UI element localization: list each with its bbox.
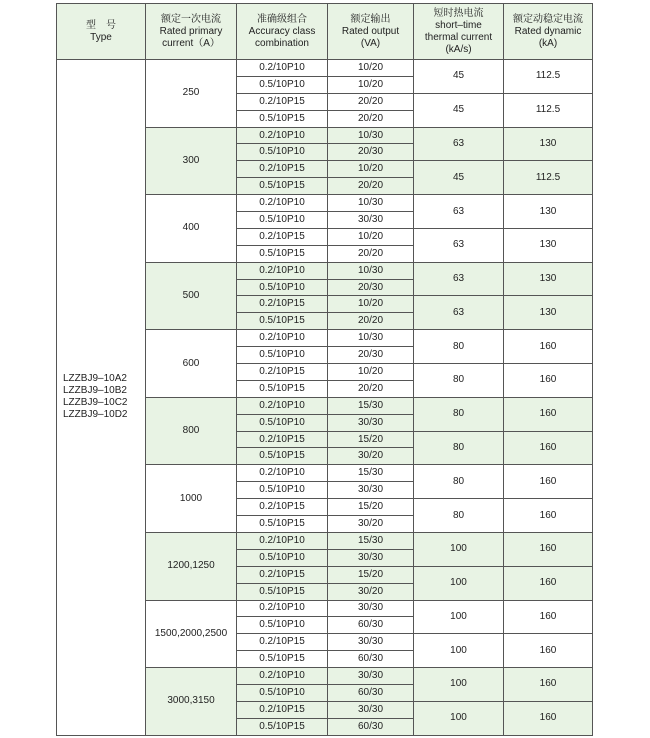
dynamic-current-cell: 130 xyxy=(504,296,593,330)
thermal-current-cell: 80 xyxy=(414,364,504,398)
header-accuracy xyxy=(237,4,328,60)
header-output-en1: Rated output xyxy=(341,25,400,37)
output-cell: 20/20 xyxy=(328,245,414,262)
accuracy-cell: 0.2/10P10 xyxy=(237,330,328,347)
output-cell: 10/20 xyxy=(328,76,414,93)
accuracy-cell: 0.5/10P15 xyxy=(237,448,328,465)
output-cell: 10/30 xyxy=(328,195,414,212)
dynamic-current-cell: 160 xyxy=(504,431,593,465)
accuracy-cell: 0.2/10P15 xyxy=(237,296,328,313)
output-cell: 20/20 xyxy=(328,178,414,195)
output-cell: 10/30 xyxy=(328,330,414,347)
accuracy-cell: 0.2/10P10 xyxy=(237,668,328,685)
output-cell: 20/20 xyxy=(328,380,414,397)
accuracy-cell: 0.5/10P15 xyxy=(237,583,328,600)
header-thermal xyxy=(414,4,504,60)
header-output-cn: 额定输出 xyxy=(350,13,391,25)
accuracy-cell: 0.5/10P15 xyxy=(237,380,328,397)
rated-current-cell: 600 xyxy=(146,330,237,398)
accuracy-cell: 0.5/10P15 xyxy=(237,245,328,262)
accuracy-cell: 0.5/10P10 xyxy=(237,347,328,364)
accuracy-cell: 0.5/10P10 xyxy=(237,76,328,93)
dynamic-current-cell: 130 xyxy=(504,228,593,262)
dynamic-current-cell: 130 xyxy=(504,127,593,161)
output-cell: 10/30 xyxy=(328,262,414,279)
header-dynamic-cn: 额定动稳定电流 xyxy=(513,13,583,25)
accuracy-cell: 0.5/10P15 xyxy=(237,718,328,735)
output-cell: 60/30 xyxy=(328,684,414,701)
header-dynamic-en1: Rated dynamic xyxy=(514,25,582,37)
header-thermal-en2: thermal current xyxy=(424,31,493,43)
thermal-current-cell: 100 xyxy=(414,600,504,634)
output-cell: 20/20 xyxy=(328,93,414,110)
dynamic-current-cell: 160 xyxy=(504,701,593,735)
output-cell: 15/20 xyxy=(328,431,414,448)
header-type-cn: 型 号 xyxy=(86,19,116,31)
accuracy-cell: 0.2/10P10 xyxy=(237,195,328,212)
type-line: LZZBJ9–10B2 xyxy=(63,385,127,397)
accuracy-cell: 0.2/10P15 xyxy=(237,228,328,245)
thermal-current-cell: 63 xyxy=(414,127,504,161)
accuracy-cell: 0.5/10P10 xyxy=(237,212,328,229)
accuracy-cell: 0.5/10P10 xyxy=(237,414,328,431)
type-line: LZZBJ9–10A2 xyxy=(63,373,127,385)
output-cell: 30/30 xyxy=(328,600,414,617)
rated-current-cell: 400 xyxy=(146,195,237,263)
header-current-cn: 额定一次电流 xyxy=(161,13,221,25)
thermal-current-cell: 100 xyxy=(414,566,504,600)
header-row xyxy=(57,4,593,60)
accuracy-cell: 0.2/10P15 xyxy=(237,634,328,651)
output-cell: 10/30 xyxy=(328,127,414,144)
header-current-en2: current（A） xyxy=(162,37,220,49)
header-dynamic xyxy=(504,4,593,60)
output-cell: 20/20 xyxy=(328,313,414,330)
output-cell: 20/30 xyxy=(328,144,414,161)
accuracy-cell: 0.2/10P15 xyxy=(237,431,328,448)
dynamic-current-cell: 112.5 xyxy=(504,161,593,195)
output-cell: 60/30 xyxy=(328,718,414,735)
output-cell: 10/20 xyxy=(328,161,414,178)
thermal-current-cell: 100 xyxy=(414,532,504,566)
output-cell: 30/30 xyxy=(328,668,414,685)
output-cell: 30/20 xyxy=(328,583,414,600)
accuracy-cell: 0.2/10P10 xyxy=(237,600,328,617)
accuracy-cell: 0.2/10P15 xyxy=(237,701,328,718)
header-thermal-cn: 短时热电流 xyxy=(433,7,484,19)
accuracy-cell: 0.5/10P15 xyxy=(237,651,328,668)
accuracy-cell: 0.5/10P15 xyxy=(237,110,328,127)
thermal-current-cell: 100 xyxy=(414,701,504,735)
rated-current-cell: 1000 xyxy=(146,465,237,533)
header-current-en1: Rated primary xyxy=(159,25,223,37)
dynamic-current-cell: 160 xyxy=(504,465,593,499)
spec-body xyxy=(57,60,593,736)
rated-current-cell: 250 xyxy=(146,60,237,128)
output-cell: 30/30 xyxy=(328,212,414,229)
header-output-en2: (VA) xyxy=(360,37,381,49)
output-cell: 30/30 xyxy=(328,482,414,499)
output-cell: 10/20 xyxy=(328,60,414,77)
thermal-current-cell: 80 xyxy=(414,397,504,431)
output-cell: 10/20 xyxy=(328,228,414,245)
output-cell: 10/20 xyxy=(328,296,414,313)
thermal-current-cell: 63 xyxy=(414,228,504,262)
thermal-current-cell: 45 xyxy=(414,161,504,195)
dynamic-current-cell: 160 xyxy=(504,330,593,364)
accuracy-cell: 0.2/10P10 xyxy=(237,127,328,144)
dynamic-current-cell: 112.5 xyxy=(504,60,593,94)
dynamic-current-cell: 160 xyxy=(504,566,593,600)
thermal-current-cell: 63 xyxy=(414,195,504,229)
thermal-current-cell: 80 xyxy=(414,330,504,364)
output-cell: 15/30 xyxy=(328,532,414,549)
header-accuracy-en1: Accuracy class xyxy=(248,25,316,37)
thermal-current-cell: 63 xyxy=(414,262,504,296)
accuracy-cell: 0.5/10P10 xyxy=(237,279,328,296)
dynamic-current-cell: 160 xyxy=(504,364,593,398)
type-line: LZZBJ9–10D2 xyxy=(63,409,128,421)
accuracy-cell: 0.2/10P15 xyxy=(237,499,328,516)
rated-current-cell: 500 xyxy=(146,262,237,330)
header-type-en: Type xyxy=(90,31,112,43)
spec-table xyxy=(56,3,593,736)
rated-current-cell: 3000,3150 xyxy=(146,668,237,736)
accuracy-cell: 0.2/10P10 xyxy=(237,397,328,414)
header-type xyxy=(57,4,146,60)
thermal-current-cell: 45 xyxy=(414,60,504,94)
type-line: LZZBJ9–10C2 xyxy=(63,397,128,409)
table-row xyxy=(57,60,593,77)
output-cell: 30/20 xyxy=(328,448,414,465)
thermal-current-cell: 63 xyxy=(414,296,504,330)
output-cell: 10/20 xyxy=(328,364,414,381)
output-cell: 60/30 xyxy=(328,651,414,668)
rated-current-cell: 800 xyxy=(146,397,237,465)
accuracy-cell: 0.2/10P10 xyxy=(237,60,328,77)
header-dynamic-en2: (kA) xyxy=(538,37,558,49)
accuracy-cell: 0.5/10P10 xyxy=(237,482,328,499)
rated-current-cell: 1200,1250 xyxy=(146,532,237,600)
accuracy-cell: 0.2/10P15 xyxy=(237,161,328,178)
dynamic-current-cell: 160 xyxy=(504,600,593,634)
dynamic-current-cell: 130 xyxy=(504,262,593,296)
output-cell: 30/30 xyxy=(328,701,414,718)
header-accuracy-cn: 准确级组合 xyxy=(257,13,307,25)
dynamic-current-cell: 130 xyxy=(504,195,593,229)
header-accuracy-en2: combination xyxy=(255,37,309,49)
dynamic-current-cell: 112.5 xyxy=(504,93,593,127)
dynamic-current-cell: 160 xyxy=(504,532,593,566)
thermal-current-cell: 100 xyxy=(414,668,504,702)
output-cell: 15/20 xyxy=(328,499,414,516)
thermal-current-cell: 100 xyxy=(414,634,504,668)
accuracy-cell: 0.5/10P10 xyxy=(237,144,328,161)
accuracy-cell: 0.5/10P15 xyxy=(237,313,328,330)
header-output xyxy=(328,4,414,60)
type-cell xyxy=(57,60,146,736)
accuracy-cell: 0.2/10P10 xyxy=(237,532,328,549)
output-cell: 15/30 xyxy=(328,465,414,482)
thermal-current-cell: 80 xyxy=(414,465,504,499)
dynamic-current-cell: 160 xyxy=(504,668,593,702)
accuracy-cell: 0.5/10P15 xyxy=(237,516,328,533)
output-cell: 20/20 xyxy=(328,110,414,127)
output-cell: 30/30 xyxy=(328,634,414,651)
rated-current-cell: 1500,2000,2500 xyxy=(146,600,237,668)
output-cell: 60/30 xyxy=(328,617,414,634)
dynamic-current-cell: 160 xyxy=(504,634,593,668)
output-cell: 30/30 xyxy=(328,549,414,566)
thermal-current-cell: 80 xyxy=(414,431,504,465)
output-cell: 30/20 xyxy=(328,516,414,533)
header-current xyxy=(146,4,237,60)
accuracy-cell: 0.2/10P10 xyxy=(237,465,328,482)
accuracy-cell: 0.5/10P10 xyxy=(237,684,328,701)
output-cell: 30/30 xyxy=(328,414,414,431)
rated-current-cell: 300 xyxy=(146,127,237,195)
header-thermal-en1: short–time xyxy=(435,19,482,31)
output-cell: 20/30 xyxy=(328,279,414,296)
header-thermal-en3: (kA/s) xyxy=(445,43,472,55)
accuracy-cell: 0.2/10P15 xyxy=(237,364,328,381)
accuracy-cell: 0.2/10P15 xyxy=(237,566,328,583)
accuracy-cell: 0.2/10P10 xyxy=(237,262,328,279)
dynamic-current-cell: 160 xyxy=(504,397,593,431)
dynamic-current-cell: 160 xyxy=(504,499,593,533)
output-cell: 15/30 xyxy=(328,397,414,414)
accuracy-cell: 0.5/10P10 xyxy=(237,549,328,566)
accuracy-cell: 0.2/10P15 xyxy=(237,93,328,110)
thermal-current-cell: 80 xyxy=(414,499,504,533)
output-cell: 15/20 xyxy=(328,566,414,583)
thermal-current-cell: 45 xyxy=(414,93,504,127)
accuracy-cell: 0.5/10P15 xyxy=(237,178,328,195)
accuracy-cell: 0.5/10P10 xyxy=(237,617,328,634)
output-cell: 20/30 xyxy=(328,347,414,364)
